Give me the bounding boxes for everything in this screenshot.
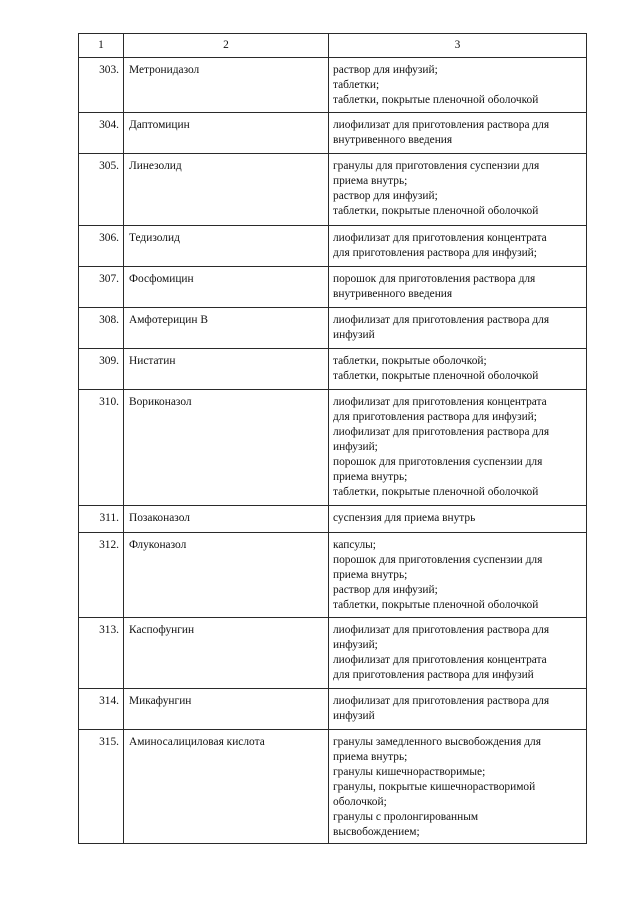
drug-name: Линезолид xyxy=(124,154,329,226)
dosage-forms xyxy=(329,533,587,618)
dosage-form-line: порошок для приготовления суспензии для xyxy=(333,554,543,566)
table-row xyxy=(79,308,587,349)
dosage-forms xyxy=(329,113,587,154)
table-row xyxy=(79,390,587,506)
row-number: 308. xyxy=(79,308,124,349)
drug-name: Аминосалициловая кислота xyxy=(124,730,329,844)
table-row xyxy=(79,58,587,113)
dosage-form-line: гранулы с пролонгированным xyxy=(333,811,479,823)
dosage-form-line: раствор для инфузий; xyxy=(333,64,438,76)
dosage-form-line: лиофилизат для приготовления концентрата xyxy=(333,654,547,666)
dosage-forms xyxy=(329,58,587,113)
row-number: 313. xyxy=(79,618,124,689)
dosage-form-line: инфузий; xyxy=(333,441,378,453)
drug-name: Позаконазол xyxy=(124,506,329,533)
dosage-form-line: лиофилизат для приготовления раствора для xyxy=(333,314,550,326)
header-col-1: 1 xyxy=(79,34,124,58)
row-number: 310. xyxy=(79,390,124,506)
dosage-forms xyxy=(329,506,587,533)
header-col-2: 2 xyxy=(124,34,329,58)
row-number: 312. xyxy=(79,533,124,618)
dosage-forms xyxy=(329,226,587,267)
drug-name: Амфотерицин В xyxy=(124,308,329,349)
drug-name: Тедизолид xyxy=(124,226,329,267)
dosage-forms xyxy=(329,349,587,390)
dosage-form-line: высвобождением; xyxy=(333,826,420,838)
dosage-form-line: инфузий; xyxy=(333,639,378,651)
dosage-forms xyxy=(329,689,587,730)
dosage-form-line: инфузий xyxy=(333,710,375,722)
dosage-form-line: гранулы кишечнорастворимые; xyxy=(333,766,486,778)
dosage-form-line: гранулы замедленного высвобождения для xyxy=(333,736,541,748)
row-number: 314. xyxy=(79,689,124,730)
table-row xyxy=(79,730,587,844)
dosage-forms xyxy=(329,154,587,226)
dosage-form-line: инфузий xyxy=(333,329,375,341)
table-row xyxy=(79,689,587,730)
dosage-form-line: оболочкой; xyxy=(333,796,387,808)
header-col-3: 3 xyxy=(329,34,587,58)
drug-name: Фосфомицин xyxy=(124,267,329,308)
dosage-form-line: таблетки, покрытые пленочной оболочкой xyxy=(333,205,539,217)
dosage-form-line: лиофилизат для приготовления раствора для xyxy=(333,695,550,707)
drug-name: Даптомицин xyxy=(124,113,329,154)
dosage-forms xyxy=(329,730,587,844)
dosage-form-line: таблетки, покрытые пленочной оболочкой xyxy=(333,486,539,498)
row-number: 307. xyxy=(79,267,124,308)
table-row xyxy=(79,113,587,154)
dosage-form-line: для приготовления раствора для инфузий; xyxy=(333,411,537,423)
dosage-form-line: капсулы; xyxy=(333,539,376,551)
row-number: 304. xyxy=(79,113,124,154)
dosage-form-line: лиофилизат для приготовления концентрата xyxy=(333,396,547,408)
table-header-row xyxy=(79,34,587,58)
row-number: 306. xyxy=(79,226,124,267)
dosage-form-line: таблетки, покрытые пленочной оболочкой xyxy=(333,599,539,611)
dosage-form-line: порошок для приготовления раствора для xyxy=(333,273,536,285)
dosage-form-line: лиофилизат для приготовления концентрата xyxy=(333,232,547,244)
dosage-form-line: лиофилизат для приготовления раствора для xyxy=(333,426,550,438)
dosage-forms xyxy=(329,267,587,308)
drug-name: Микафунгин xyxy=(124,689,329,730)
dosage-form-line: внутривенного введения xyxy=(333,134,453,146)
dosage-form-line: таблетки, покрытые пленочной оболочкой xyxy=(333,370,539,382)
dosage-form-line: суспензия для приема внутрь xyxy=(333,512,476,524)
dosage-form-line: раствор для инфузий; xyxy=(333,190,438,202)
table-row xyxy=(79,533,587,618)
dosage-form-line: лиофилизат для приготовления раствора для xyxy=(333,119,550,131)
dosage-form-line: гранулы для приготовления суспензии для xyxy=(333,160,540,172)
row-number: 303. xyxy=(79,58,124,113)
dosage-form-line: приема внутрь; xyxy=(333,471,408,483)
dosage-form-line: для приготовления раствора для инфузий; xyxy=(333,247,537,259)
dosage-form-line: приема внутрь; xyxy=(333,751,408,763)
dosage-forms xyxy=(329,390,587,506)
table-row xyxy=(79,618,587,689)
dosage-form-line: лиофилизат для приготовления раствора для xyxy=(333,624,550,636)
drug-name: Вориконазол xyxy=(124,390,329,506)
dosage-form-line: таблетки, покрытые пленочной оболочкой xyxy=(333,94,539,106)
table-row xyxy=(79,226,587,267)
drug-name: Каспофунгин xyxy=(124,618,329,689)
table-row xyxy=(79,154,587,226)
row-number: 315. xyxy=(79,730,124,844)
dosage-form-line: таблетки, покрытые оболочкой; xyxy=(333,355,487,367)
medication-table xyxy=(78,33,587,844)
row-number: 305. xyxy=(79,154,124,226)
table-row xyxy=(79,267,587,308)
drug-name: Метронидазол xyxy=(124,58,329,113)
dosage-form-line: порошок для приготовления суспензии для xyxy=(333,456,543,468)
dosage-forms xyxy=(329,308,587,349)
dosage-form-line: таблетки; xyxy=(333,79,380,91)
drug-name: Нистатин xyxy=(124,349,329,390)
dosage-forms xyxy=(329,618,587,689)
table-row xyxy=(79,506,587,533)
dosage-form-line: внутривенного введения xyxy=(333,288,453,300)
dosage-form-line: гранулы, покрытые кишечнорастворимой xyxy=(333,781,536,793)
dosage-form-line: приема внутрь; xyxy=(333,569,408,581)
dosage-form-line: раствор для инфузий; xyxy=(333,584,438,596)
table-row xyxy=(79,349,587,390)
drug-name: Флуконазол xyxy=(124,533,329,618)
dosage-form-line: приема внутрь; xyxy=(333,175,408,187)
row-number: 309. xyxy=(79,349,124,390)
dosage-form-line: для приготовления раствора для инфузий xyxy=(333,669,534,681)
row-number: 311. xyxy=(79,506,124,533)
